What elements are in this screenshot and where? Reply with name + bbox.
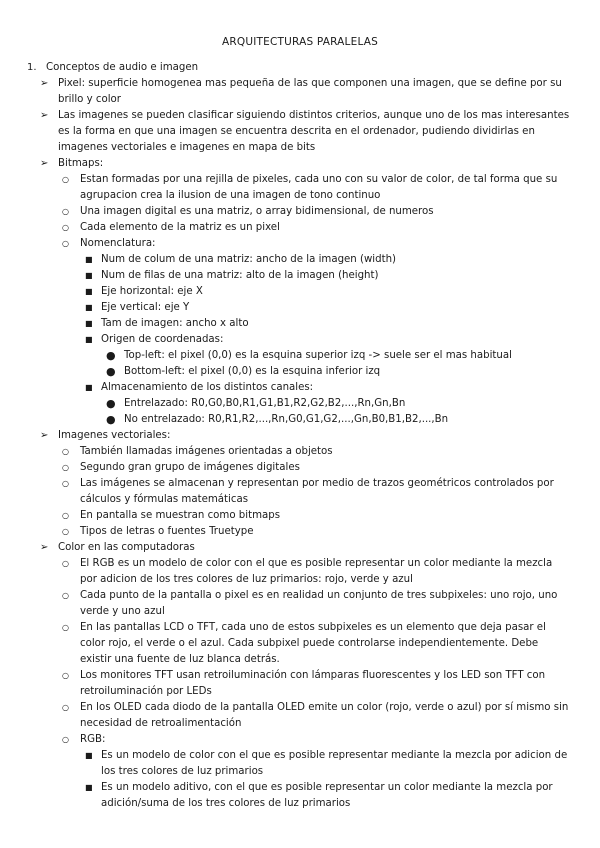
outline-item-level-3 xyxy=(0,268,600,284)
bullet-marker: ■ xyxy=(85,255,93,264)
outline-item-text: Imagenes vectoriales: xyxy=(58,430,171,441)
outline-item-level-2 xyxy=(0,620,600,668)
outline-item-level-3 xyxy=(0,780,600,812)
bullet-marker: ■ xyxy=(85,335,93,344)
outline-item-level-3 xyxy=(0,316,600,332)
outline-item-level-4 xyxy=(0,348,600,364)
outline-item-text: Bitmaps: xyxy=(58,158,104,169)
bullet-marker: ➢ xyxy=(40,78,49,89)
outline-item-text: Estan formadas por una rejilla de pixeles, cada uno con su valor de color, de tal forma que su agrupacion crea la ilusion de una imagen de tono continuo xyxy=(80,174,558,201)
bullet-marker: ➢ xyxy=(40,430,49,441)
bullet-marker: ■ xyxy=(85,783,93,792)
outline-item-level-2 xyxy=(0,524,600,540)
outline-item-text: No entrelazado: R0,R1,R2,...,Rn,G0,G1,G2,...,Gn,B0,B1,B2,...,Bn xyxy=(124,414,449,425)
bullet-marker: ■ xyxy=(85,303,93,312)
page-title: ARQUITECTURAS PARALELAS xyxy=(222,36,378,48)
outline-item-text: Eje vertical: eje Y xyxy=(101,302,190,313)
bullet-marker: ○ xyxy=(62,623,69,632)
outline-item-level-1 xyxy=(0,540,600,556)
bullet-marker: ○ xyxy=(62,447,69,456)
outline-item-text: Almacenamiento de los distintos canales: xyxy=(101,382,314,393)
bullet-marker: ■ xyxy=(85,751,93,760)
outline-item-text: Es un modelo aditivo, con el que es posible representar un color mediante la mezcla por adición/suma de los tres colores de luz primarios xyxy=(101,782,553,809)
outline-item-level-1 xyxy=(0,76,600,108)
outline-item-level-2 xyxy=(0,460,600,476)
bullet-marker: ○ xyxy=(62,511,69,520)
outline-item-text: Tipos de letras o fuentes Truetype xyxy=(80,526,254,537)
bullet-marker: ● xyxy=(106,365,116,378)
outline-item-text: Pixel: superficie homogenea mas pequeña de las que componen una imagen, que se define por su brillo y color xyxy=(58,78,562,105)
outline-item-level-2 xyxy=(0,172,600,204)
outline-item-text: Cada punto de la pantalla o pixel es en realidad un conjunto de tres subpixeles: uno rojo, uno verde y uno azul xyxy=(80,590,558,617)
bullet-marker: ○ xyxy=(62,463,69,472)
outline-item-level-4 xyxy=(0,396,600,412)
outline-item-level-2 xyxy=(0,732,600,748)
bullet-marker: ➢ xyxy=(40,158,49,169)
bullet-marker: ○ xyxy=(62,703,69,712)
outline-item-text: Top-left: el pixel (0,0) es la esquina superior izq -> suele ser el mas habitual xyxy=(124,350,512,361)
outline-item-level-2 xyxy=(0,700,600,732)
outline-item-level-4 xyxy=(0,412,600,428)
bullet-marker: ○ xyxy=(62,527,69,536)
outline-item-text: Una imagen digital es una matriz, o array bidimensional, de numeros xyxy=(80,206,434,217)
outline-item-text: Es un modelo de color con el que es posible representar mediante la mezcla por adicion de los tres colores de luz primarios xyxy=(101,750,568,777)
outline-item-text: Num de filas de una matriz: alto de la imagen (height) xyxy=(101,270,379,281)
outline-item-level-0 xyxy=(0,60,600,76)
outline-item-text: Los monitores TFT usan retroiluminación con lámparas fluorescentes y los LED son TFT con retroiluminación por LEDs xyxy=(80,670,546,697)
outline-item-level-3 xyxy=(0,252,600,268)
outline-item-text: En pantalla se muestran como bitmaps xyxy=(80,510,281,521)
outline-item-level-4 xyxy=(0,364,600,380)
outline-item-text: Origen de coordenadas: xyxy=(101,334,224,345)
outline-item-text: Num de colum de una matriz: ancho de la imagen (width) xyxy=(101,254,397,265)
bullet-marker: ○ xyxy=(62,735,69,744)
bullet-marker: 1. xyxy=(27,62,37,73)
outline-item-text: Las imagenes se pueden clasificar siguiendo distintos criterios, aunque uno de los mas interesantes es la forma en que una imagen se encuentra descrita en el ordenador, pudiendo dividirlas en imagenes vectoriales e imagenes en mapa de bits xyxy=(58,110,570,153)
bullet-marker: ○ xyxy=(62,671,69,680)
bullet-marker: ○ xyxy=(62,591,69,600)
bullet-marker: ● xyxy=(106,397,116,410)
bullet-marker: ● xyxy=(106,413,116,426)
outline-item-level-2 xyxy=(0,556,600,588)
outline-item-level-3 xyxy=(0,332,600,348)
bullet-marker: ■ xyxy=(85,271,93,280)
outline-item-level-2 xyxy=(0,476,600,508)
outline-item-level-2 xyxy=(0,204,600,220)
outline-item-level-2 xyxy=(0,508,600,524)
outline-item-text: El RGB es un modelo de color con el que es posible representar un color mediante la mezcla por adicion de los tres colores de luz primarios: rojo, verde y azul xyxy=(80,558,553,585)
outline-item-text: Entrelazado: R0,G0,B0,R1,G1,B1,R2,G2,B2,...,Rn,Gn,Bn xyxy=(124,398,406,409)
outline-item-level-2 xyxy=(0,236,600,252)
outline-item-level-1 xyxy=(0,156,600,172)
outline-item-text: También llamadas imágenes orientadas a objetos xyxy=(80,446,333,457)
bullet-marker: ● xyxy=(106,349,116,362)
outline-item-level-3 xyxy=(0,380,600,396)
bullet-marker: ■ xyxy=(85,319,93,328)
outline-item-text: Tam de imagen: ancho x alto xyxy=(101,318,249,329)
outline-item-text: Eje horizontal: eje X xyxy=(101,286,203,297)
outline-item-level-3 xyxy=(0,748,600,780)
outline-item-text: Nomenclatura: xyxy=(80,238,156,249)
outline-item-text: Conceptos de audio e imagen xyxy=(46,62,199,73)
outline-item-text: Las imágenes se almacenan y representan por medio de trazos geométricos controlados por cálculos y fórmulas matemáticas xyxy=(80,478,554,505)
outline-item-level-2 xyxy=(0,588,600,620)
outline-item-text: Segundo gran grupo de imágenes digitales xyxy=(80,462,300,473)
outline-item-text: Bottom-left: el pixel (0,0) es la esquina inferior izq xyxy=(124,366,381,377)
outline-item-text: Color en las computadoras xyxy=(58,542,195,553)
bullet-marker: ○ xyxy=(62,479,69,488)
outline-item-text: RGB: xyxy=(80,734,106,745)
outline-item-level-3 xyxy=(0,300,600,316)
outline-item-text: En las pantallas LCD o TFT, cada uno de estos subpixeles es un elemento que deja pasar el color rojo, el verde o el azul. Cada subpixel puede controlarse independientemente. Debe existir una fuente de luz blanca detrás. xyxy=(80,622,546,665)
outline-item-level-2 xyxy=(0,444,600,460)
outline-item-level-3 xyxy=(0,284,600,300)
bullet-marker: ➢ xyxy=(40,542,49,553)
bullet-marker: ○ xyxy=(62,239,69,248)
outline-item-text: Cada elemento de la matriz es un pixel xyxy=(80,222,280,233)
bullet-marker: ■ xyxy=(85,383,93,392)
bullet-marker: ➢ xyxy=(40,110,49,121)
bullet-marker: ○ xyxy=(62,223,69,232)
outline-item-level-2 xyxy=(0,220,600,236)
bullet-marker: ○ xyxy=(62,175,69,184)
bullet-marker: ■ xyxy=(85,287,93,296)
outline-item-text: En los OLED cada diodo de la pantalla OLED emite un color (rojo, verde o azul) por sí mismo sin necesidad de retroalimentación xyxy=(80,702,569,729)
outline-list xyxy=(0,60,600,812)
outline-item-level-2 xyxy=(0,668,600,700)
outline-item-level-1 xyxy=(0,108,600,156)
bullet-marker: ○ xyxy=(62,559,69,568)
outline-item-level-1 xyxy=(0,428,600,444)
bullet-marker: ○ xyxy=(62,207,69,216)
